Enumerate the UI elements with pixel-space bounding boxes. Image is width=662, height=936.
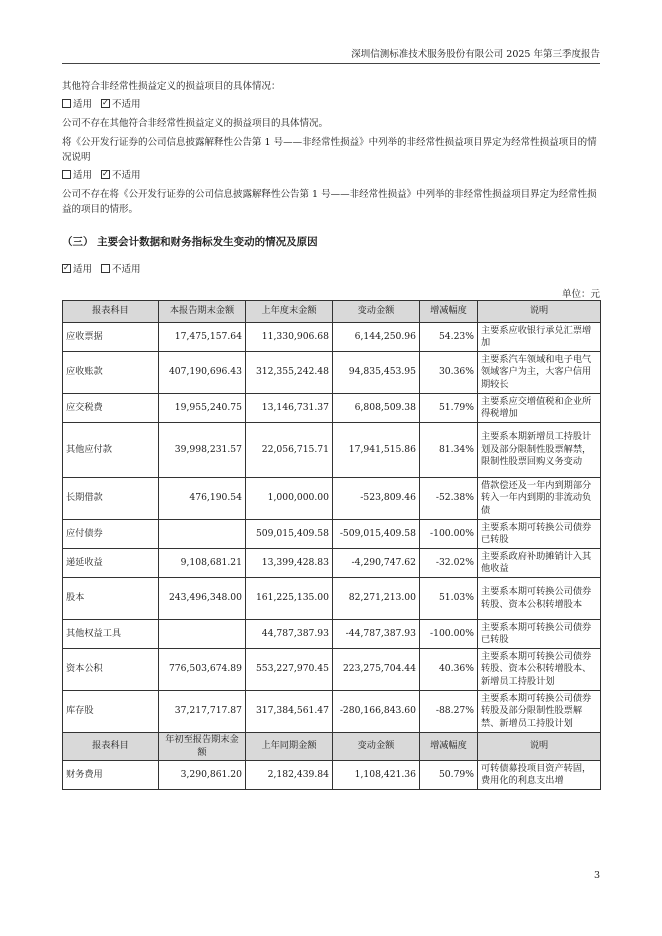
- table-row: [63, 394, 601, 423]
- row-value-cell: 30.36%: [420, 352, 478, 394]
- row-value-cell: 6,808,509.38: [333, 394, 420, 423]
- table-row: [63, 761, 601, 790]
- row-value-cell: 81.34%: [420, 423, 478, 478]
- row-note-cell: 主要系应交增值税和企业所得税增加: [478, 394, 601, 423]
- row-value-cell: 50.79%: [420, 761, 478, 790]
- row-item-cell: 应交税费: [63, 394, 159, 423]
- column-header: 报表科目: [63, 301, 159, 323]
- checkbox-checked-icon: [101, 170, 110, 179]
- row-item-cell: 应付债券: [63, 520, 159, 549]
- row-value-cell: 2,182,439.84: [246, 761, 333, 790]
- row-note-cell: 主要系本期可转换公司债券转股、资本公积转增股本、新增员工持股计划: [478, 649, 601, 691]
- row-note-cell: 主要系本期新增员工持股计划及部分限制性股票解禁，限制性股票回购义务变动: [478, 423, 601, 478]
- intro-paragraph-3: 将《公开发行证券的公司信息披露解释性公告第 1 号——非经常性损益》中列举的非经常性损益项目界定为经常性损益项目的情况说明: [62, 137, 597, 163]
- column-header: 报表科目: [63, 733, 159, 761]
- row-value-cell: 223,275,704.44: [333, 649, 420, 691]
- row-value-cell: 3,290,861.20: [159, 761, 246, 790]
- option-applicable-label: 适用: [73, 264, 93, 275]
- row-value-cell: -4,290,747.62: [333, 549, 420, 578]
- row-item-cell: 长期借款: [63, 478, 159, 520]
- row-value-cell: 317,384,561.47: [246, 691, 333, 733]
- row-value-cell: -523,809.46: [333, 478, 420, 520]
- intro-paragraph-2: 公司不存在其他符合非经常性损益定义的损益项目的具体情况。: [62, 118, 329, 129]
- row-value-cell: 1,000,000.00: [246, 478, 333, 520]
- row-item-cell: 股本: [63, 578, 159, 620]
- row-note-cell: 主要系政府补助摊销计入其他收益: [478, 549, 601, 578]
- row-item-cell: 其他权益工具: [63, 620, 159, 649]
- row-note-cell: 主要系本期可转换公司债券已转股: [478, 520, 601, 549]
- section-title: （三） 主要会计数据和财务指标发生变动的情况及原因: [62, 236, 318, 248]
- intro-paragraph-4: 公司不存在将《公开发行证券的公司信息披露解释性公告第 1 号——非经常性损益》中列举的非经常性损益项目界定为经常性损益的项目的情形。: [62, 189, 597, 215]
- table-header-row-2: [63, 733, 601, 761]
- column-header: 说明: [478, 733, 601, 761]
- row-value-cell: 13,399,428.83: [246, 549, 333, 578]
- row-item-cell: 财务费用: [63, 761, 159, 790]
- row-value-cell: -100.00%: [420, 620, 478, 649]
- column-header: 增减幅度: [420, 733, 478, 761]
- row-note-cell: 主要系本期可转换公司债券转股及部分限制性股票解禁、新增员工持股计划: [478, 691, 601, 733]
- table-row: [63, 478, 601, 520]
- row-value-cell: 39,998,231.57: [159, 423, 246, 478]
- table-row: [63, 649, 601, 691]
- page-number: 3: [593, 870, 600, 881]
- row-item-cell: 其他应付款: [63, 423, 159, 478]
- option-not-applicable-label: 不适用: [112, 99, 141, 110]
- column-header: 本报告期末金额: [159, 301, 246, 323]
- column-header: 变动金额: [333, 733, 420, 761]
- option-not-applicable-label: 不适用: [112, 170, 141, 181]
- row-value-cell: 17,941,515.86: [333, 423, 420, 478]
- row-note-cell: 主要系应收银行承兑汇票增加: [478, 323, 601, 352]
- row-value-cell: 161,225,135.00: [246, 578, 333, 620]
- row-value-cell: 11,330,906.68: [246, 323, 333, 352]
- row-value-cell: [159, 520, 246, 549]
- option-applicable-label: 适用: [73, 99, 93, 110]
- checkbox-checked-icon: [62, 264, 71, 273]
- row-value-cell: 51.79%: [420, 394, 478, 423]
- option-not-applicable-label: 不适用: [112, 264, 141, 275]
- column-header: 上年同期金额: [246, 733, 333, 761]
- checkbox-unchecked-icon: [101, 264, 110, 273]
- column-header: 变动金额: [333, 301, 420, 323]
- financial-changes-table: [62, 300, 601, 790]
- row-note-cell: 主要系本期可转换公司债券转股、资本公积转增股本: [478, 578, 601, 620]
- row-value-cell: 37,217,717.87: [159, 691, 246, 733]
- row-value-cell: 9,108,681.21: [159, 549, 246, 578]
- row-item-cell: 资本公积: [63, 649, 159, 691]
- checkbox-unchecked-icon: [62, 99, 71, 108]
- checkbox-unchecked-icon: [62, 170, 71, 179]
- row-value-cell: 40.36%: [420, 649, 478, 691]
- row-value-cell: 776,503,674.89: [159, 649, 246, 691]
- table-header-row: [63, 301, 601, 323]
- row-note-cell: 借款偿还及一年内到期部分转入一年内到期的非流动负债: [478, 478, 601, 520]
- row-value-cell: -100.00%: [420, 520, 478, 549]
- row-value-cell: 407,190,696.43: [159, 352, 246, 394]
- row-value-cell: 476,190.54: [159, 478, 246, 520]
- row-value-cell: -280,166,843.60: [333, 691, 420, 733]
- row-value-cell: 243,496,348.00: [159, 578, 246, 620]
- row-value-cell: 17,475,157.64: [159, 323, 246, 352]
- row-value-cell: 94,835,453.95: [333, 352, 420, 394]
- row-value-cell: 553,227,970.45: [246, 649, 333, 691]
- intro-paragraph-1: 其他符合非经常性损益定义的损益项目的具体情况：: [62, 81, 281, 92]
- table-row: [63, 423, 601, 478]
- row-value-cell: 6,144,250.96: [333, 323, 420, 352]
- column-header: 增减幅度: [420, 301, 478, 323]
- row-note-cell: 主要系汽车领域和电子电气领域客户为主，大客户信用期较长: [478, 352, 601, 394]
- table-row: [63, 323, 601, 352]
- unit-label: 单位：元: [561, 289, 600, 300]
- column-header: 说明: [478, 301, 601, 323]
- page-header: 深圳信测标准技术服务股份有限公司 2025 年第三季度报告: [62, 46, 600, 64]
- table-row: [63, 549, 601, 578]
- table-row: [63, 520, 601, 549]
- row-value-cell: 22,056,715.71: [246, 423, 333, 478]
- row-value-cell: 509,015,409.58: [246, 520, 333, 549]
- row-item-cell: 库存股: [63, 691, 159, 733]
- row-value-cell: 312,355,242.48: [246, 352, 333, 394]
- row-item-cell: 应收账款: [63, 352, 159, 394]
- table-row: [63, 352, 601, 394]
- row-value-cell: 51.03%: [420, 578, 478, 620]
- row-item-cell: 递延收益: [63, 549, 159, 578]
- row-note-cell: 可转债募投项目资产转固，费用化的利息支出增: [478, 761, 601, 790]
- column-header: 年初至报告期末金额: [159, 733, 246, 761]
- row-value-cell: 1,108,421.36: [333, 761, 420, 790]
- checkbox-row-3: [62, 262, 602, 277]
- row-value-cell: [159, 620, 246, 649]
- checkbox-checked-icon: [101, 99, 110, 108]
- row-value-cell: -32.02%: [420, 549, 478, 578]
- row-value-cell: 44,787,387.93: [246, 620, 333, 649]
- table-row: [63, 578, 601, 620]
- row-value-cell: -509,015,409.58: [333, 520, 420, 549]
- table-row: [63, 691, 601, 733]
- row-value-cell: 82,271,213.00: [333, 578, 420, 620]
- row-value-cell: 19,955,240.75: [159, 394, 246, 423]
- row-item-cell: 应收票据: [63, 323, 159, 352]
- checkbox-row-1: [62, 97, 602, 112]
- table-row: [63, 620, 601, 649]
- row-note-cell: 主要系本期可转换公司债券已转股: [478, 620, 601, 649]
- option-applicable-label: 适用: [73, 170, 93, 181]
- row-value-cell: 13,146,731.37: [246, 394, 333, 423]
- checkbox-row-2: [62, 168, 602, 183]
- row-value-cell: -88.27%: [420, 691, 478, 733]
- row-value-cell: 54.23%: [420, 323, 478, 352]
- row-value-cell: -52.38%: [420, 478, 478, 520]
- column-header: 上年度末金额: [246, 301, 333, 323]
- row-value-cell: -44,787,387.93: [333, 620, 420, 649]
